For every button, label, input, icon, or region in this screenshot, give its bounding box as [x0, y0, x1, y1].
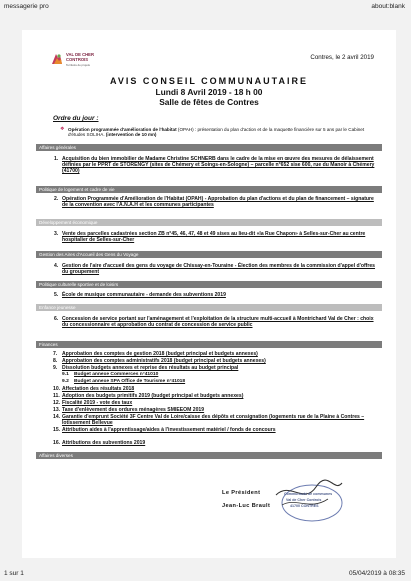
print-footer-page: 1 sur 1: [4, 570, 24, 577]
stamp-line-1: Communauté de communes: [284, 492, 333, 496]
item-text: Affectation des résultats 2018: [62, 386, 135, 392]
logo-line-2: CONTROIS: [66, 56, 89, 62]
print-header-url: about:blank: [371, 3, 405, 10]
meeting-place: Salle de fêtes de Contres: [159, 97, 259, 107]
agenda-item: [54, 263, 380, 276]
item-number: 12.: [53, 400, 61, 406]
finance-item: [53, 365, 380, 371]
finance-item: [53, 358, 380, 364]
item-number: 13.: [53, 407, 61, 413]
item-number: 11.: [53, 393, 60, 399]
finance-item: [53, 407, 380, 413]
item-text: Gestion de l'aire d'accueil des gens du voyage de Chissay-en-Touraine - Élection des membres de la commission d'appel d'offres du groupement: [62, 263, 376, 276]
document-title: AVIS CONSEIL COMMUNAUTAIRE: [109, 76, 308, 86]
print-header-title: messagerie pro: [4, 3, 49, 10]
agenda-item: [54, 196, 380, 209]
section-header: Gestion des Aires d'Accueil des Gens du Voyage: [36, 251, 382, 258]
intro-bold: Opération programmée d'amélioration de l'habitat: [68, 127, 177, 132]
item-text: Budget annexe Commerces n°41010: [74, 372, 159, 377]
item-text: Adoption des budgets primitifs 2019 (budget principal et budgets annexes): [62, 393, 244, 399]
intro-duration: (intervention de 10 mn): [105, 132, 157, 138]
meeting-datetime: Lundi 8 Avril 2019 - 18 h 00: [155, 87, 263, 97]
section-header: Politique de logement et cadre de vie: [36, 186, 382, 193]
item-number: 3.: [54, 231, 59, 237]
finance-item: [53, 414, 380, 426]
intro-text: (OPAH) : présentation du plan d'action et de la maquette financière sur 5 ans par le Cabinet d'études SOLIHA.: [68, 127, 365, 138]
document-date: Contres, le 2 avril 2019: [310, 54, 374, 61]
agenda-heading: Ordre du jour :: [53, 115, 99, 122]
agenda-intro: [60, 126, 368, 138]
item-text: École de musique communautaire - demande des subventions 2019: [62, 292, 226, 298]
finance-item: [53, 386, 380, 392]
finance-item: [53, 440, 380, 446]
finance-item: [53, 400, 380, 406]
item-number: 2.: [54, 196, 59, 202]
signatory-name: Jean-Luc Brault: [222, 503, 271, 509]
section-header: Développement économique: [36, 219, 382, 226]
section-header: Politique culturelle sportive et de loisirs: [36, 281, 382, 288]
item-number: 10.: [53, 386, 61, 392]
logo-line-1: VAL DE CHER: [66, 52, 94, 57]
arrow-bullet-icon: ❖: [60, 126, 65, 132]
item-text: Opération Programmée d'Amélioration de l'Habitat (OPAH) - Approbation du plan d'actions et du plan de financement – signature de la convention avec l'A.N.A.H et les communes participantes: [62, 196, 374, 209]
print-footer-date: 05/04/2019 à 08:35: [348, 570, 405, 577]
item-text: Budget annexe SPA Office de Tourisme n°41018: [74, 379, 186, 384]
item-number: 16.: [53, 440, 61, 446]
item-text: Garantie d'emprunt Société 3F Centre Val de Loire/caisse des dépôts et consignation (logements rue de la Plaine à Contres – lotissement Bellevue: [62, 414, 365, 426]
item-text: Concession de service portant sur l'aménagement et l'exploitation de la structure multi-accueil à Montrichard Val de Cher : choix du concessionnaire et approbation du contrat de concession de service public: [62, 316, 374, 329]
finance-item: [53, 393, 380, 399]
section-header: Enfance jeunesse: [36, 304, 382, 311]
agenda-item: [54, 156, 380, 175]
finance-subitem: [62, 379, 186, 385]
item-text: Approbation des comptes administratifs 2018 (budget principal et budgets annexes): [62, 358, 266, 364]
item-number: 5.: [54, 292, 59, 298]
item-number: 8.: [53, 358, 58, 364]
agenda-item: [54, 231, 380, 244]
finance-item: [53, 351, 380, 357]
item-text: Approbation des comptes de gestion 2018 (budget principal et budgets annexes): [62, 351, 258, 357]
stamp-line-3: 41700 CONTRES: [290, 504, 319, 508]
item-number: 4.: [54, 263, 59, 269]
finance-item: [53, 427, 380, 433]
item-text: Acquisition du bien immobilier de Madame Christine SCHNERB dans le cadre de la mise en œuvre des mesures de délaissement définies par le PPRT de STORENGY (sites de Chémery et Soings-en-Sologne) – parcelle n°652 sise 600, rue du Manoir à Chémery (41700): [62, 156, 375, 175]
item-number: 7.: [53, 351, 58, 357]
agenda-item: [54, 292, 380, 298]
item-text: Attributions des subventions 2019: [62, 440, 146, 446]
item-text: Taxe d'enlèvement des ordures ménagères SMIEEOM 2019: [62, 407, 205, 413]
community-logo-icon: [50, 52, 64, 66]
section-header: Affaires générales: [36, 144, 382, 151]
item-text: Vente des parcelles cadastrées section ZB n°45, 46, 47, 48 et 49 sises au lieu-dit «la Rue Chapon» à Selles-sur-Cher au centre hospitalier de Selles-sur-Cher: [62, 231, 366, 244]
item-number: 1.: [54, 156, 59, 162]
item-text: Attribution aides à l'apprentissage/aides à l'investissement matériel / fonds de concours: [62, 427, 276, 433]
section-header: Finances: [36, 341, 382, 348]
item-number: 6.: [54, 316, 59, 322]
signatory-role: Le Président: [222, 490, 261, 496]
section-header: Affaires diverses: [36, 452, 382, 459]
item-number: 15.: [53, 427, 61, 433]
stamp-line-2: Val de Cher Controis: [286, 498, 322, 502]
logo-text: [66, 53, 94, 62]
finance-subitem: [62, 372, 159, 378]
item-number: 9.1: [62, 372, 69, 377]
document-page: [22, 30, 396, 558]
item-number: 14.: [53, 414, 61, 420]
item-text: Fiscalité 2019 - vote des taux: [62, 400, 133, 406]
logo-tagline: Territoire de projets: [66, 63, 90, 67]
item-text: Dissolution budgets annexes et reprise des résultats au budget principal: [62, 365, 239, 371]
item-number: 9.: [53, 365, 58, 371]
item-number: 9.2: [62, 379, 69, 384]
agenda-item: [54, 316, 380, 329]
